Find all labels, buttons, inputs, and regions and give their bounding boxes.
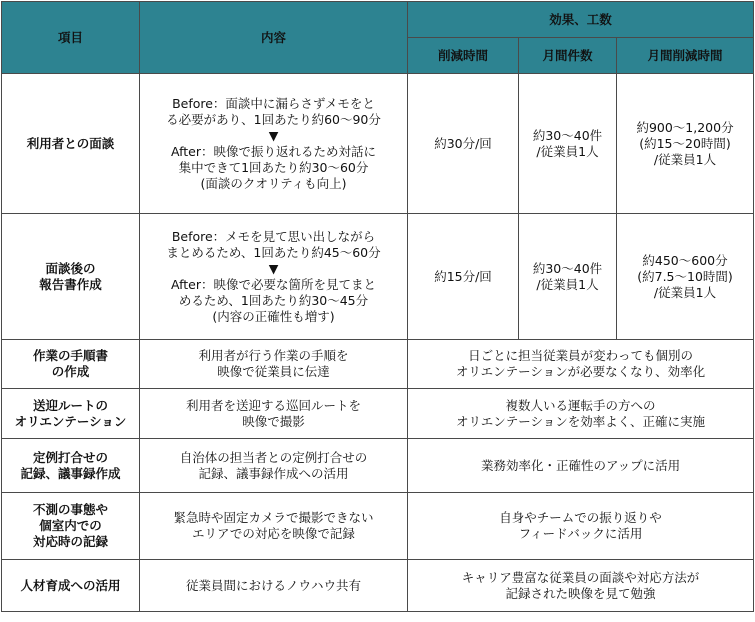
row-reduction: 約30分/回 bbox=[408, 74, 519, 214]
row-content: 利用者を送迎する巡回ルートを 映像で撮影 bbox=[140, 389, 408, 439]
row-content: 利用者が行う作業の手順を 映像で従業員に伝達 bbox=[140, 340, 408, 389]
row-item: 定例打合せの 記録、議事録作成 bbox=[2, 439, 140, 493]
row-effect: 複数人いる運転手の方への オリエンテーションを効率よく、正確に実施 bbox=[408, 389, 754, 439]
header-monthly-reduction: 月間削減時間 bbox=[617, 38, 754, 74]
row-item: 人材育成への活用 bbox=[2, 560, 140, 612]
table-row bbox=[2, 560, 754, 612]
row-content: Before：面談中に漏らさずメモをと る必要があり、1回あたり約60～90分 ▼ After：映像で振り返れるため対話に 集中できて1回あたり約30～60分 (面談のクオリティも向上) bbox=[140, 74, 408, 214]
row-monthly: 約900～1,200分 (約15～20時間) /従業員1人 bbox=[617, 74, 754, 214]
row-content: 従業員間におけるノウハウ共有 bbox=[140, 560, 408, 612]
row-content: 緊急時や固定カメラで撮影できない エリアでの対応を映像で記録 bbox=[140, 493, 408, 560]
row-item: 利用者との面談 bbox=[2, 74, 140, 214]
row-count: 約30～40件 /従業員1人 bbox=[519, 214, 617, 340]
row-effect: 日ごとに担当従業員が変わっても個別の オリエンテーションが必要なくなり、効率化 bbox=[408, 340, 754, 389]
row-reduction: 約15分/回 bbox=[408, 214, 519, 340]
header-content: 内容 bbox=[140, 2, 408, 74]
table-row bbox=[2, 214, 754, 340]
effects-table bbox=[1, 1, 754, 612]
row-item: 送迎ルートの オリエンテーション bbox=[2, 389, 140, 439]
row-effect: キャリア豊富な従業員の面談や対応方法が 記録された映像を見て勉強 bbox=[408, 560, 754, 612]
header-item: 項目 bbox=[2, 2, 140, 74]
table-row bbox=[2, 74, 754, 214]
table-row bbox=[2, 340, 754, 389]
row-content: 自治体の担当者との定例打合せの 記録、議事録作成への活用 bbox=[140, 439, 408, 493]
row-item: 面談後の 報告書作成 bbox=[2, 214, 140, 340]
table-row bbox=[2, 493, 754, 560]
table-row bbox=[2, 439, 754, 493]
row-effect: 業務効率化・正確性のアップに活用 bbox=[408, 439, 754, 493]
row-count: 約30～40件 /従業員1人 bbox=[519, 74, 617, 214]
header-reduction-time: 削減時間 bbox=[408, 38, 519, 74]
header-monthly-count: 月間件数 bbox=[519, 38, 617, 74]
row-monthly: 約450～600分 (約7.5～10時間) /従業員1人 bbox=[617, 214, 754, 340]
row-item: 不測の事態や 個室内での 対応時の記録 bbox=[2, 493, 140, 560]
row-effect: 自身やチームでの振り返りや フィードバックに活用 bbox=[408, 493, 754, 560]
header-effect: 効果、工数 bbox=[408, 2, 754, 38]
row-item: 作業の手順書 の作成 bbox=[2, 340, 140, 389]
row-content: Before：メモを見て思い出しながら まとめるため、1回あたり約45～60分 ▼ After：映像で必要な箇所を見てまと めるため、1回あたり約30～45分 (内容の正確性も増す) bbox=[140, 214, 408, 340]
table-row bbox=[2, 389, 754, 439]
